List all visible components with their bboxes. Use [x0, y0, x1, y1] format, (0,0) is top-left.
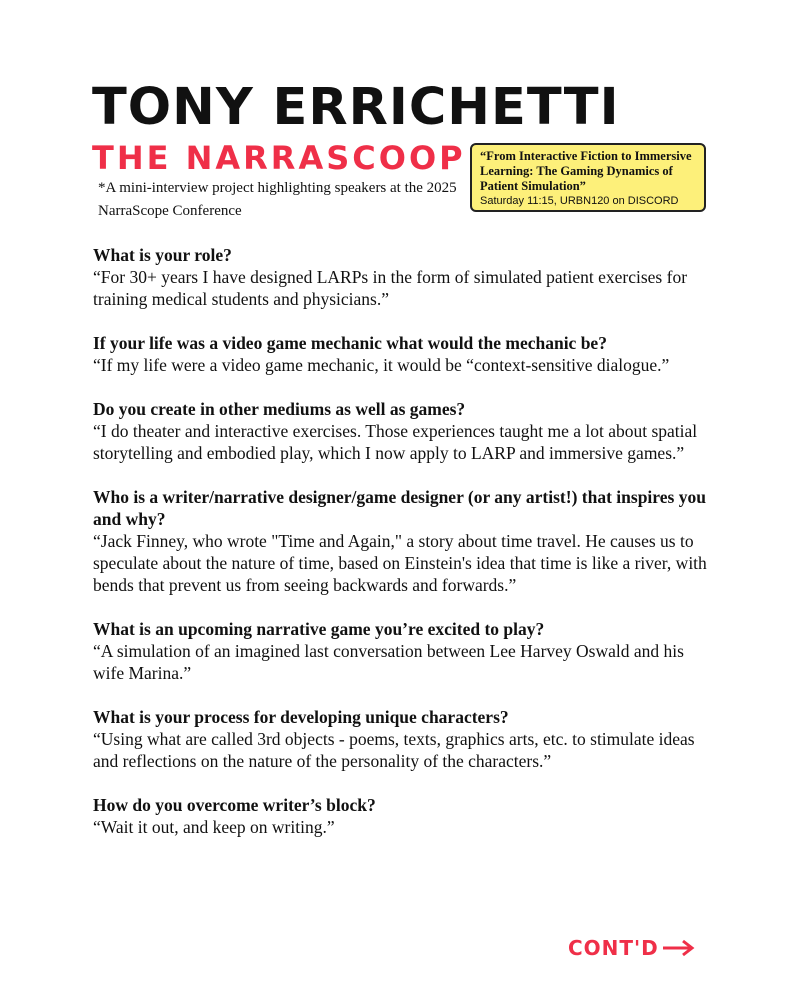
interview-qa-list [93, 244, 713, 860]
answer: “Using what are called 3rd objects - poems, texts, graphics arts, etc. to stimulate ideas and reflections on the nature of the personality of the characters.” [93, 729, 695, 771]
speaker-name: TONY ERRICHETTI [92, 78, 620, 137]
qa-item-inspiration [93, 486, 713, 596]
question: What is an upcoming narrative game you’re excited to play? [93, 619, 545, 639]
qa-item-upcoming-game [93, 618, 713, 684]
qa-item-other-mediums [93, 398, 713, 464]
continued-link[interactable] [568, 936, 695, 960]
qa-item-writers-block [93, 794, 713, 838]
talk-info-box [470, 143, 706, 212]
talk-schedule: Saturday 11:15, URBN120 on DISCORD [480, 195, 679, 207]
answer: “I do theater and interactive exercises. Those experiences taught me a lot about spatial storytelling and embodied play, which I now apply to LARP and immersive games.” [93, 421, 698, 463]
answer: “Jack Finney, who wrote "Time and Again," a story about time travel. He causes us to speculate about the nature of time, based on Einstein's idea that time is like a river, with bends that prevent us from seeing backwards and forwards.” [93, 531, 707, 595]
question: If your life was a video game mechanic what would the mechanic be? [93, 333, 607, 353]
answer: “For 30+ years I have designed LARPs in the form of simulated patient exercises for training medical students and physicians.” [93, 267, 688, 309]
continued-label: CONT'D [568, 936, 659, 960]
qa-item-role [93, 244, 713, 310]
question: How do you overcome writer’s block? [93, 795, 376, 815]
talk-title: “From Interactive Fiction to Immersive Learning: The Gaming Dynamics of Patient Simulation” [480, 149, 692, 193]
question: What is your role? [93, 245, 232, 265]
series-title: THE NARRASCOOP [92, 139, 466, 177]
arrow-right-icon [661, 938, 695, 958]
project-tagline: *A mini-interview project highlighting speakers at the 2025 NarraScope Conference [98, 180, 457, 219]
question: Do you create in other mediums as well as games? [93, 399, 466, 419]
question: What is your process for developing unique characters? [93, 707, 509, 727]
answer: “A simulation of an imagined last conversation between Lee Harvey Oswald and his wife Marina.” [93, 641, 684, 683]
qa-item-characters [93, 706, 713, 772]
answer: “Wait it out, and keep on writing.” [93, 817, 335, 837]
qa-item-game-mechanic [93, 332, 713, 376]
question: Who is a writer/narrative designer/game designer (or any artist!) that inspires you and why? [93, 487, 706, 529]
answer: “If my life were a video game mechanic, it would be “context-sensitive dialogue.” [93, 355, 670, 375]
